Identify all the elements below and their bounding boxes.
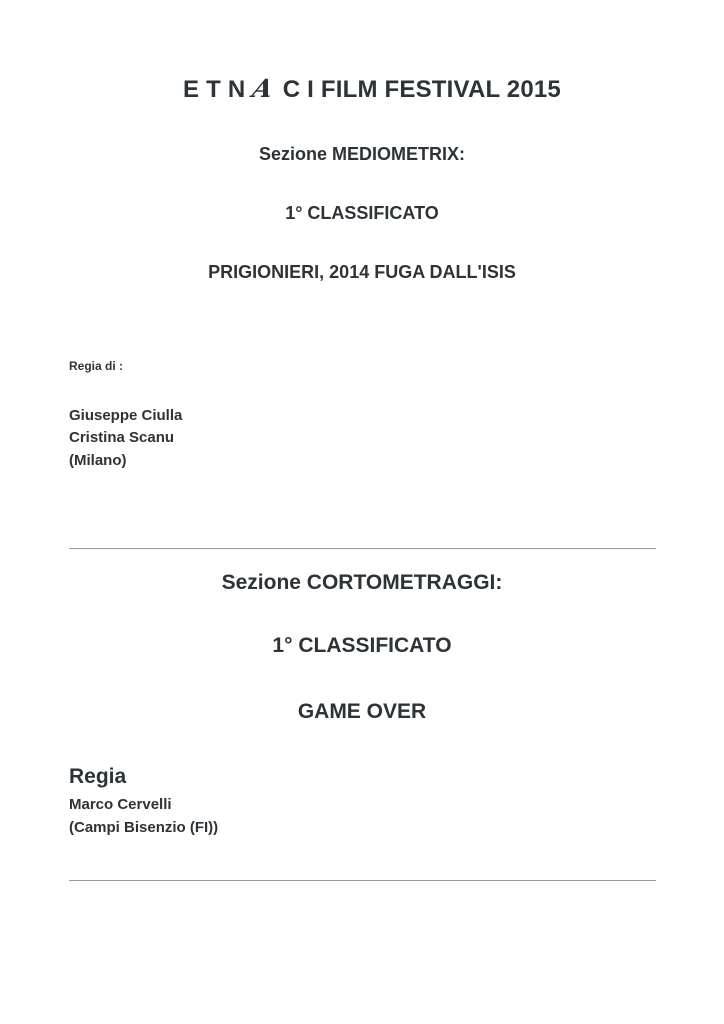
- director-location: (Milano): [69, 452, 127, 469]
- festival-title-suffix: C I FILM FESTIVAL 2015: [282, 76, 561, 103]
- festival-title-prefix: E T N: [183, 76, 246, 103]
- film-title: PRIGIONIERI, 2014 FUGA DALL'ISIS: [208, 262, 516, 282]
- section-ranking: 1° CLASSIFICATO: [272, 634, 452, 657]
- director-name: Giuseppe Ciulla: [69, 407, 183, 424]
- director-label: Regia di :: [69, 359, 124, 373]
- director-label: Regia: [69, 765, 127, 788]
- section-heading: Sezione CORTOMETRAGGI:: [221, 571, 503, 594]
- section-heading: Sezione MEDIOMETRIX:: [258, 144, 465, 164]
- director-location: (Campi Bisenzio (FI)): [69, 819, 219, 836]
- section-ranking: 1° CLASSIFICATO: [285, 203, 439, 223]
- film-title: GAME OVER: [297, 700, 427, 723]
- section-divider: [69, 880, 656, 881]
- section-divider: [69, 548, 656, 549]
- director-name: Marco Cervelli: [69, 796, 172, 813]
- festival-title: [10, 74, 724, 104]
- festival-logo-letter: A: [250, 74, 276, 103]
- director-name: Cristina Scanu: [69, 429, 175, 446]
